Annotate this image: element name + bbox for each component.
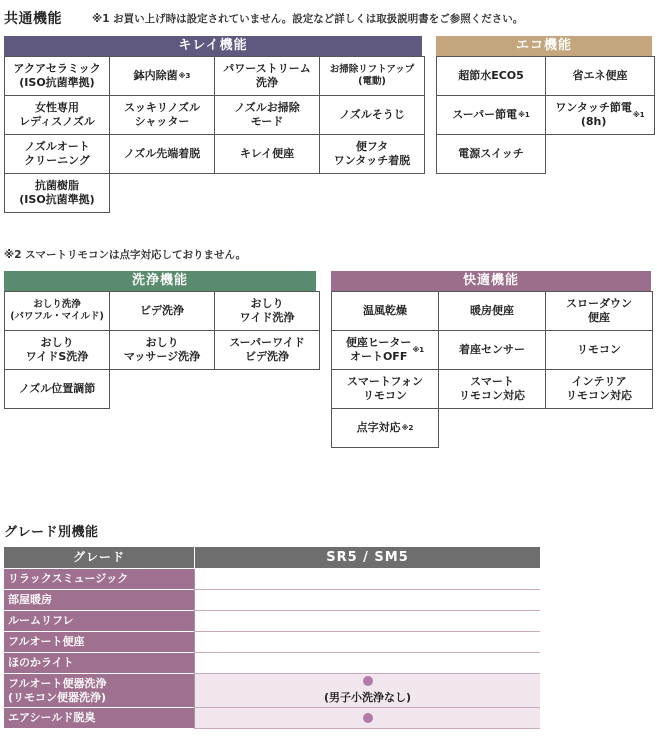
senjo-feature-cell bbox=[4, 291, 110, 331]
eco-feature-cell bbox=[436, 134, 546, 174]
kirei-feature-cell bbox=[109, 134, 215, 174]
kaiteki-feature-note-mark: ※2 bbox=[401, 423, 414, 432]
kaiteki-feature-cell bbox=[331, 408, 439, 448]
kirei-feature-label: 便フタ ワンタッチ着脱 bbox=[333, 140, 411, 167]
grade-row bbox=[4, 632, 540, 653]
kaiteki-feature-label: 着座センサー bbox=[459, 343, 525, 357]
senjo-feature-label: おしり洗浄 (パワフル・マイルド) bbox=[10, 299, 104, 322]
kirei-feature-cell bbox=[319, 56, 425, 96]
grade-row-label: エアシールド脱臭 bbox=[4, 708, 194, 729]
kaiteki-feature-label: インテリア リモコン対応 bbox=[566, 375, 632, 402]
kaiteki-feature-label: 便座ヒーター オートOFF bbox=[345, 336, 412, 363]
note-2: ※2 スマートリモコンは点字対応しておりません。 bbox=[4, 249, 247, 261]
kirei-feature-label: キレイ便座 bbox=[239, 147, 295, 161]
kaiteki-header: 快適機能 bbox=[331, 271, 651, 291]
grade-col-label: グレード bbox=[4, 547, 194, 569]
grade-row-value bbox=[194, 708, 540, 729]
grade-row-value bbox=[194, 590, 540, 611]
eco-feature-label: スーパー節電 bbox=[452, 108, 518, 122]
senjo-group bbox=[4, 271, 316, 408]
kirei-feature-cell bbox=[214, 95, 320, 135]
kaiteki-feature-cell bbox=[331, 330, 439, 370]
kaiteki-feature-label: スローダウン 便座 bbox=[566, 297, 632, 324]
kirei-feature-label: 抗菌樹脂 (ISO抗菌準拠) bbox=[19, 179, 95, 206]
kirei-grid bbox=[4, 56, 422, 212]
grade-row bbox=[4, 569, 540, 590]
kaiteki-grid bbox=[331, 291, 651, 447]
kaiteki-feature-label: 点字対応 bbox=[356, 421, 401, 435]
kirei-feature-cell bbox=[4, 95, 110, 135]
senjo-feature-cell bbox=[214, 291, 320, 331]
kaiteki-feature-label: リモコン bbox=[577, 343, 621, 357]
kirei-feature-label: アクアセラミック (ISO抗菌準拠) bbox=[13, 62, 101, 89]
kirei-header: キレイ機能 bbox=[4, 36, 422, 56]
grade-table bbox=[4, 547, 540, 729]
eco-feature-note-mark: ※1 bbox=[632, 110, 645, 119]
kirei-feature-cell bbox=[319, 134, 425, 174]
kirei-feature-cell bbox=[214, 134, 320, 174]
kirei-feature-cell bbox=[109, 56, 215, 96]
grade-row-label: 部屋暖房 bbox=[4, 590, 194, 611]
eco-feature-cell bbox=[545, 56, 655, 96]
grade-row bbox=[4, 653, 540, 674]
senjo-feature-cell bbox=[109, 330, 215, 370]
kaiteki-feature-cell bbox=[331, 291, 439, 331]
available-dot-icon bbox=[363, 713, 373, 723]
kirei-feature-cell bbox=[319, 95, 425, 135]
senjo-grid bbox=[4, 291, 316, 408]
grade-row bbox=[4, 611, 540, 632]
grade-row-label: フルオート便座 bbox=[4, 632, 194, 653]
eco-feature-label: 電源スイッチ bbox=[458, 147, 524, 161]
kirei-feature-cell bbox=[4, 173, 110, 213]
kirei-feature-label: 女性専用 レディスノズル bbox=[19, 101, 95, 128]
kaiteki-feature-cell bbox=[545, 330, 653, 370]
eco-feature-label: ワンタッチ節電 (8h) bbox=[555, 101, 632, 128]
kaiteki-feature-cell bbox=[331, 369, 439, 409]
kirei-feature-cell bbox=[214, 56, 320, 96]
senjo-feature-label: おしり ワイド洗浄 bbox=[239, 297, 295, 324]
eco-header: エコ機能 bbox=[436, 36, 652, 56]
grade-row bbox=[4, 708, 540, 729]
senjo-feature-label: ビデ洗浄 bbox=[140, 304, 184, 318]
senjo-feature-label: ノズル位置調節 bbox=[18, 382, 96, 396]
kirei-feature-label: スッキリノズル シャッター bbox=[123, 101, 200, 128]
senjo-feature-cell bbox=[4, 369, 110, 409]
eco-feature-label: 省エネ便座 bbox=[572, 69, 628, 83]
kirei-feature-cell bbox=[4, 56, 110, 96]
kirei-feature-label: ノズルそうじ bbox=[339, 108, 405, 122]
grade-row-label: フルオート便器洗浄 (リモコン便器洗浄) bbox=[4, 674, 194, 708]
kaiteki-feature-label: スマート リモコン対応 bbox=[459, 375, 525, 402]
eco-group bbox=[436, 36, 652, 173]
kaiteki-feature-note-mark: ※1 bbox=[412, 345, 425, 354]
kaiteki-feature-cell bbox=[438, 369, 546, 409]
kaiteki-group bbox=[331, 271, 651, 447]
kaiteki-feature-label: 暖房便座 bbox=[470, 304, 514, 318]
kirei-feature-cell bbox=[109, 95, 215, 135]
kirei-feature-cell bbox=[4, 134, 110, 174]
grade-row-value bbox=[194, 674, 540, 708]
grade-row-note: (男子小洗浄なし) bbox=[323, 691, 412, 704]
common-functions-title: 共通機能 bbox=[4, 11, 62, 27]
grade-row bbox=[4, 590, 540, 611]
kaiteki-feature-label: スマートフォン リモコン bbox=[347, 375, 423, 402]
grade-row-value bbox=[194, 653, 540, 674]
kirei-feature-label: 鉢内除菌 bbox=[133, 69, 178, 83]
grade-row-value bbox=[194, 569, 540, 590]
kaiteki-feature-cell bbox=[545, 369, 653, 409]
kirei-feature-label: パワーストリーム 洗浄 bbox=[223, 62, 311, 89]
grade-col-model: SR5 / SM5 bbox=[194, 547, 540, 569]
available-dot-icon bbox=[363, 676, 373, 686]
note-1: ※1 お買い上げ時は設定されていません。設定など詳しくは取扱説明書をご参照ください。 bbox=[92, 13, 524, 25]
eco-feature-label: 超節水ECO5 bbox=[458, 69, 524, 83]
grade-header-row bbox=[4, 547, 540, 569]
grade-rows bbox=[4, 569, 540, 729]
kirei-feature-note-mark: ※3 bbox=[178, 71, 191, 80]
senjo-feature-cell bbox=[4, 330, 110, 370]
eco-feature-cell bbox=[436, 56, 546, 96]
senjo-feature-label: おしり ワイドS洗浄 bbox=[25, 336, 89, 363]
senjo-feature-label: スーパーワイド ビデ洗浄 bbox=[229, 336, 305, 363]
senjo-feature-label: おしり マッサージ洗浄 bbox=[123, 336, 201, 363]
kirei-feature-label: ノズルお掃除 モード bbox=[234, 101, 300, 128]
eco-feature-cell bbox=[545, 95, 655, 135]
kirei-feature-label: お掃除リフトアップ (電動) bbox=[329, 64, 415, 87]
grade-row-label: ルームリフレ bbox=[4, 611, 194, 632]
kaiteki-feature-cell bbox=[438, 330, 546, 370]
kirei-feature-label: ノズル先端着脱 bbox=[123, 147, 201, 161]
senjo-feature-cell bbox=[214, 330, 320, 370]
grade-row-value bbox=[194, 611, 540, 632]
grade-row-label: ほのかライト bbox=[4, 653, 194, 674]
kirei-feature-label: ノズルオート クリーニング bbox=[24, 140, 90, 167]
eco-feature-cell bbox=[436, 95, 546, 135]
kaiteki-feature-label: 温風乾燥 bbox=[363, 304, 407, 318]
eco-grid bbox=[436, 56, 652, 173]
kaiteki-feature-cell bbox=[545, 291, 653, 331]
grade-row-label: リラックスミュージック bbox=[4, 569, 194, 590]
grade-title: グレード別機能 bbox=[4, 525, 99, 540]
eco-feature-note-mark: ※1 bbox=[518, 110, 530, 119]
kirei-group bbox=[4, 36, 422, 212]
grade-row-value bbox=[194, 632, 540, 653]
senjo-feature-cell bbox=[109, 291, 215, 331]
kaiteki-feature-cell bbox=[438, 291, 546, 331]
senjo-header: 洗浄機能 bbox=[4, 271, 316, 291]
grade-row bbox=[4, 674, 540, 708]
